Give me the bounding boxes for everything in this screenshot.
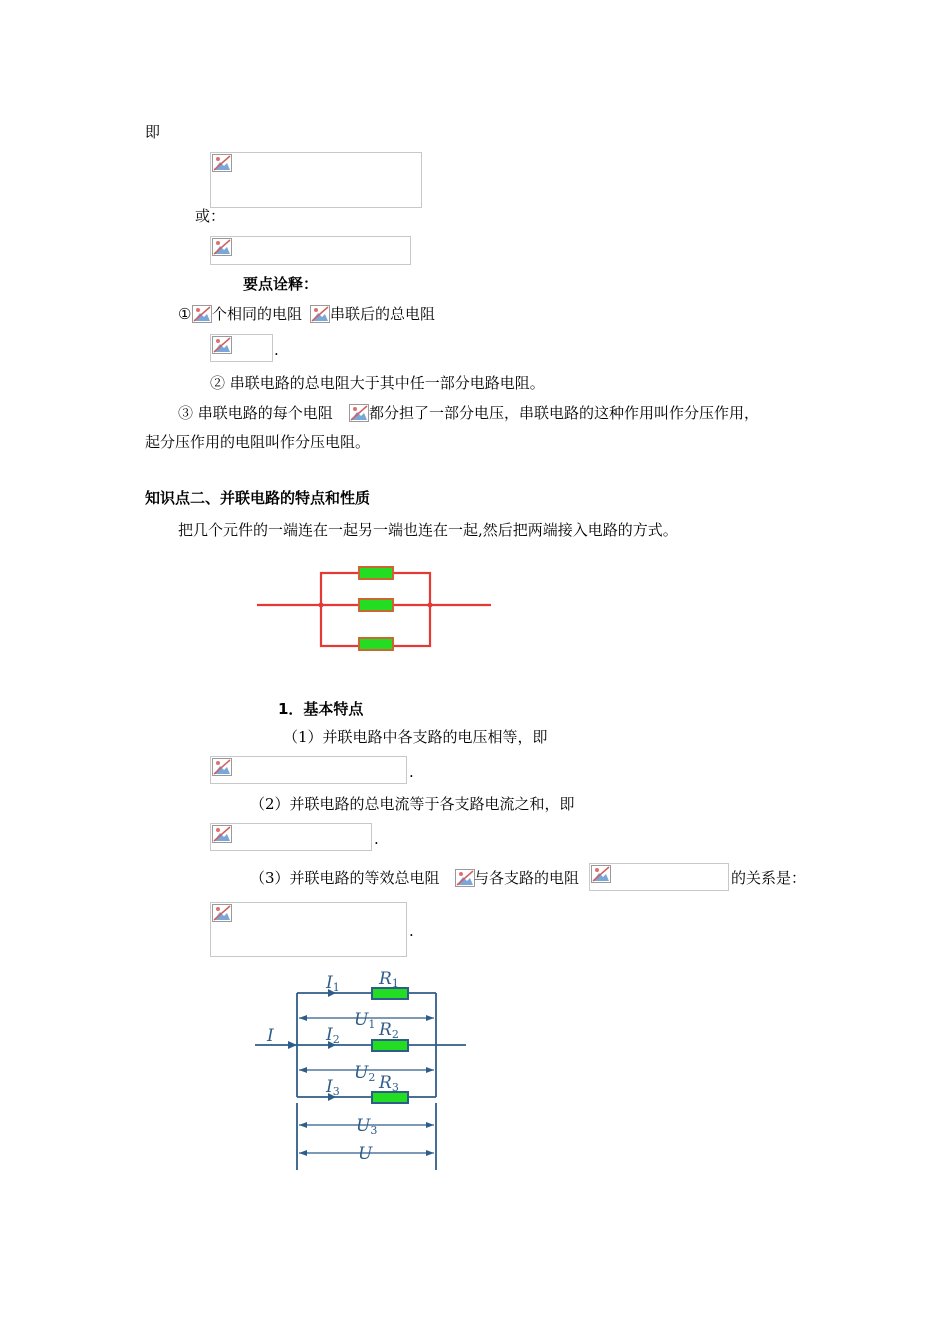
resistor-r1 xyxy=(372,988,408,999)
svg-text:U xyxy=(358,1144,373,1164)
resistor-r2 xyxy=(372,1040,408,1051)
point1-num: ① xyxy=(178,305,192,323)
label-r2: R xyxy=(379,1020,392,1040)
svg-text:R2: R2 xyxy=(379,1020,399,1041)
svg-text:U2: U2 xyxy=(354,1063,376,1084)
label-u3: U xyxy=(356,1116,371,1136)
svg-text:U1: U1 xyxy=(354,1010,376,1031)
formula-image xyxy=(210,756,407,784)
feature1-text: （1）并联电路中各支路的电压相等，即 xyxy=(283,728,548,746)
period: . xyxy=(274,341,279,359)
label-r3: R xyxy=(379,1073,392,1093)
text-ji: 即 xyxy=(145,123,161,141)
formula-image xyxy=(210,236,411,265)
label-u2: U xyxy=(354,1063,369,1083)
broken-image-icon xyxy=(192,305,212,323)
label-i: I xyxy=(267,1026,274,1046)
label-u1: U xyxy=(354,1010,369,1030)
svg-text:I1: I1 xyxy=(326,973,340,994)
period: . xyxy=(374,830,379,848)
broken-image-icon xyxy=(212,758,232,776)
feature3-text-a: （3）并联电路的等效总电阻 xyxy=(250,869,440,887)
point2-text: ② 串联电路的总电阻大于其中任一部分电路电阻。 xyxy=(210,374,545,392)
point3-text-b: 都分担了一部分电压，串联电路的这种作用叫作分压作用， xyxy=(369,404,760,422)
broken-image-icon xyxy=(591,865,611,883)
point3-text-a: ③ 串联电路的每个电阻 xyxy=(178,404,333,422)
formula-image xyxy=(210,823,372,851)
period: . xyxy=(409,922,414,940)
formula-image xyxy=(589,863,729,891)
resistor xyxy=(359,599,393,611)
formula-image xyxy=(210,334,273,362)
svg-text:I3: I3 xyxy=(326,1077,340,1098)
resistor xyxy=(359,638,393,650)
point1-text-b: 串联后的总电阻 xyxy=(330,305,436,323)
basic-features-title: 1．基本特点 xyxy=(278,700,364,718)
formula-image xyxy=(210,902,407,957)
svg-text:U3: U3 xyxy=(356,1116,378,1137)
section-title: 知识点二、并联电路的特点和性质 xyxy=(145,489,371,507)
label-i2: I xyxy=(326,1025,333,1045)
broken-image-icon xyxy=(212,904,232,922)
svg-text:R3: R3 xyxy=(379,1073,399,1094)
svg-text:I xyxy=(266,1026,274,1046)
point1-text-a: 个相同的电阻 xyxy=(212,305,303,323)
feature2-text: （2）并联电路的总电流等于各支路电流之和，即 xyxy=(250,795,575,813)
parallel-circuit-diagram xyxy=(250,560,500,660)
resistor-r3 xyxy=(372,1092,408,1103)
broken-image-icon xyxy=(455,869,475,887)
label-r1: R xyxy=(379,969,392,989)
broken-image-icon xyxy=(212,825,232,843)
point3-text-c: 起分压作用的电阻叫作分压电阻。 xyxy=(145,433,371,451)
junction-node xyxy=(319,603,324,608)
label-u: U xyxy=(358,1144,373,1164)
broken-image-icon xyxy=(310,305,330,323)
svg-text:I2: I2 xyxy=(326,1025,340,1046)
broken-image-icon xyxy=(212,154,232,172)
labeled-parallel-circuit xyxy=(250,968,475,1176)
junction-node xyxy=(428,603,433,608)
key-points-title: 要点诠释： xyxy=(243,275,319,293)
feature3-text-c: 的关系是： xyxy=(731,869,807,887)
broken-image-icon xyxy=(212,238,232,256)
label-i3: I xyxy=(326,1077,333,1097)
definition-text: 把几个元件的一端连在一起另一端也连在一起,然后把两端接入电路的方式。 xyxy=(178,521,678,539)
period: . xyxy=(409,763,414,781)
formula-image xyxy=(210,152,422,208)
broken-image-icon xyxy=(349,404,369,422)
text-huo: 或： xyxy=(195,207,226,225)
label-i1: I xyxy=(326,973,333,993)
svg-text:R1: R1 xyxy=(379,969,399,990)
feature3-text-b: 与各支路的电阻 xyxy=(474,869,580,887)
resistor xyxy=(359,567,393,579)
broken-image-icon xyxy=(212,336,232,354)
